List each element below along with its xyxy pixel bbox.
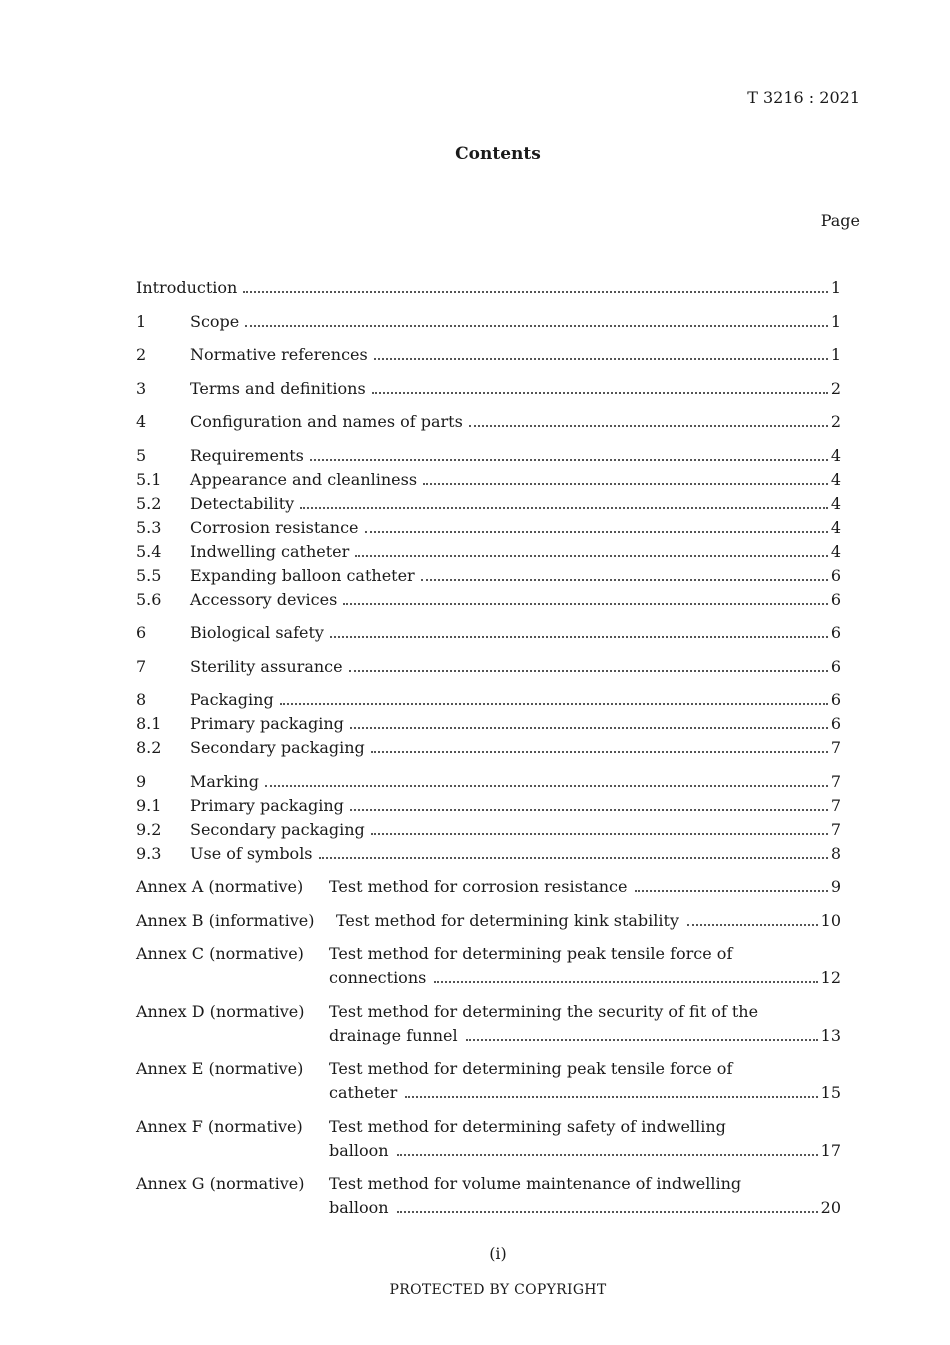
section-number: 5.5 — [136, 565, 162, 585]
page-number: 13 — [820, 1025, 841, 1045]
page-number: 6 — [830, 714, 841, 733]
annex-title-text: connections — [329, 968, 427, 987]
toc-entry[interactable] — [136, 310, 841, 334]
section-number: 4 — [136, 412, 147, 431]
toc-entry[interactable] — [136, 468, 841, 492]
copyright-notice: PROTECTED BY COPYRIGHT — [389, 1282, 607, 1298]
annex-title — [329, 1000, 841, 1048]
page-number: 6 — [830, 690, 841, 709]
toc-group — [136, 770, 841, 866]
dot-leader — [310, 459, 828, 461]
dot-leader — [343, 603, 828, 605]
section-number: 5.1 — [136, 469, 162, 489]
section-title: Requirements — [190, 445, 304, 465]
dot-leader — [397, 1154, 818, 1156]
section-number: 5 — [136, 445, 147, 465]
section-title: Biological safety — [190, 623, 324, 642]
toc-entry[interactable] — [136, 842, 841, 866]
dot-leader — [245, 325, 828, 327]
section-title: Secondary packaging — [190, 738, 365, 757]
dot-leader — [355, 555, 828, 557]
section-number: 2 — [136, 345, 147, 364]
section-title: Packaging — [190, 690, 274, 709]
annex-entry[interactable] — [136, 1115, 841, 1163]
document-id: T 3216 : 2021 — [747, 88, 860, 107]
toc-sections — [136, 276, 841, 866]
section-number: 1 — [136, 311, 147, 331]
section-title: Introduction — [136, 278, 238, 297]
section-number: 5.4 — [136, 541, 162, 561]
section-title: Primary packaging — [190, 714, 344, 733]
toc-entry[interactable] — [136, 343, 841, 367]
section-number: 8 — [136, 690, 147, 709]
page-number: 4 — [830, 517, 841, 537]
annex-title-last-line — [329, 1139, 841, 1163]
section-number: 8.1 — [136, 714, 162, 733]
page-number: 6 — [830, 656, 841, 676]
annex-title — [329, 875, 841, 899]
dot-leader — [469, 425, 828, 427]
page-number: 2 — [830, 378, 841, 398]
page-number: 7 — [830, 771, 841, 791]
annex-title-last-line — [329, 1024, 841, 1048]
annex-title-line: Test method for determining the security of fit of the — [329, 1001, 759, 1021]
annex-title — [329, 1057, 841, 1105]
toc-entry[interactable] — [136, 621, 841, 645]
page-number: 8 — [830, 843, 841, 863]
toc-entry[interactable] — [136, 444, 841, 468]
dot-leader — [371, 751, 828, 753]
toc-entry[interactable] — [136, 770, 841, 794]
toc-group — [136, 343, 841, 367]
toc-entry[interactable] — [136, 276, 841, 300]
dot-leader — [421, 579, 828, 581]
toc-entry[interactable] — [136, 655, 841, 679]
dot-leader — [371, 833, 828, 835]
toc-entry[interactable] — [136, 736, 841, 760]
annex-title-last-line — [329, 1196, 841, 1220]
toc-group — [136, 276, 841, 300]
toc-entry[interactable] — [136, 588, 841, 612]
toc-group — [136, 621, 841, 645]
annex-label: Annex F (normative) — [136, 1116, 303, 1136]
section-number: 8.2 — [136, 738, 162, 757]
dot-leader — [300, 507, 828, 509]
toc-group — [136, 688, 841, 760]
section-title: Scope — [190, 311, 240, 331]
annex-label: Annex C (normative) — [136, 944, 304, 963]
toc-group — [136, 655, 841, 679]
section-title: Appearance and cleanliness — [190, 469, 418, 489]
annex-entry[interactable] — [136, 1000, 841, 1048]
annex-title-last-line — [336, 909, 841, 933]
dot-leader — [330, 636, 828, 638]
page-number: 6 — [830, 565, 841, 585]
page-number: 1 — [830, 345, 841, 364]
dot-leader — [319, 857, 828, 859]
page-number: 9 — [830, 877, 841, 896]
annex-entry[interactable] — [136, 942, 841, 990]
toc-entry[interactable] — [136, 794, 841, 818]
section-title: Primary packaging — [190, 795, 344, 815]
section-number: 9.3 — [136, 843, 162, 863]
page-number: 12 — [820, 968, 841, 987]
section-title: Terms and definitions — [190, 378, 366, 398]
toc-entry[interactable] — [136, 564, 841, 588]
dot-leader — [397, 1211, 818, 1213]
annex-title-text: Test method for determining kink stability — [336, 910, 679, 930]
section-number: 5.3 — [136, 517, 162, 537]
toc-entry[interactable] — [136, 492, 841, 516]
toc-group — [136, 410, 841, 434]
table-of-contents — [136, 276, 841, 1230]
annex-title-text: Test method for corrosion resistance — [329, 877, 628, 896]
dot-leader — [350, 727, 828, 729]
toc-annexes — [136, 875, 841, 1220]
annex-entry[interactable] — [136, 1172, 841, 1220]
annex-title — [329, 1172, 841, 1220]
page-number: 1 — [830, 311, 841, 331]
dot-leader — [265, 785, 828, 787]
section-number: 5.2 — [136, 493, 162, 513]
annex-title-last-line — [329, 966, 841, 990]
page-number: 4 — [830, 493, 841, 513]
page-number: 6 — [830, 589, 841, 609]
page-number: 15 — [820, 1083, 841, 1102]
annex-label: Annex E (normative) — [136, 1059, 304, 1078]
section-title: Accessory devices — [190, 589, 338, 609]
toc-entry[interactable] — [136, 410, 841, 434]
toc-group — [136, 444, 841, 612]
footer-page-number: (i) — [489, 1244, 507, 1263]
annex-label: Annex A (normative) — [136, 877, 304, 896]
dot-leader — [350, 809, 828, 811]
toc-entry[interactable] — [136, 540, 841, 564]
page-number: 6 — [830, 623, 841, 642]
page-number: 20 — [820, 1198, 841, 1217]
section-title: Configuration and names of parts — [190, 412, 463, 431]
page-number: 7 — [830, 795, 841, 815]
annex-title-text: balloon — [329, 1198, 389, 1217]
annex-entry[interactable] — [136, 875, 841, 899]
dot-leader — [635, 890, 827, 892]
annex-entry[interactable] — [136, 909, 841, 933]
section-title: Corrosion resistance — [190, 517, 359, 537]
section-number: 3 — [136, 378, 147, 398]
annex-title — [329, 1115, 841, 1163]
annex-title-line: Test method for determining peak tensile force of — [329, 1059, 733, 1078]
page-column-heading: Page — [820, 211, 860, 230]
toc-entry[interactable] — [136, 712, 841, 736]
page-number: 7 — [830, 738, 841, 757]
toc-entry[interactable] — [136, 516, 841, 540]
annex-title-text: catheter — [329, 1083, 398, 1102]
page-number: 7 — [830, 819, 841, 839]
dot-leader — [280, 703, 828, 705]
annex-title-line: Test method for volume maintenance of indwelling — [329, 1174, 742, 1193]
toc-entry[interactable] — [136, 688, 841, 712]
annex-title — [336, 909, 841, 933]
dot-leader — [365, 531, 828, 533]
section-title: Indwelling catheter — [190, 541, 350, 561]
annex-title-text: drainage funnel — [329, 1025, 458, 1045]
annex-label: Annex D (normative) — [136, 1001, 305, 1021]
section-title: Secondary packaging — [190, 819, 365, 839]
section-title: Use of symbols — [190, 843, 313, 863]
page-number: 4 — [830, 541, 841, 561]
dot-leader — [374, 358, 828, 360]
toc-entry[interactable] — [136, 818, 841, 842]
page-number: 2 — [830, 412, 841, 431]
toc-group — [136, 310, 841, 334]
dot-leader — [423, 483, 828, 485]
annex-title — [329, 942, 841, 990]
annex-label: Annex B (informative) — [136, 910, 315, 930]
dot-leader — [349, 670, 828, 672]
annex-entry[interactable] — [136, 1057, 841, 1105]
section-number: 6 — [136, 623, 147, 642]
page-number: 17 — [820, 1140, 841, 1160]
section-title: Marking — [190, 771, 259, 791]
dot-leader — [243, 291, 827, 293]
section-number: 9.1 — [136, 795, 162, 815]
dot-leader — [405, 1096, 817, 1098]
section-title: Expanding balloon catheter — [190, 565, 415, 585]
section-title: Sterility assurance — [190, 656, 343, 676]
dot-leader — [687, 924, 818, 926]
section-title: Normative references — [190, 345, 368, 364]
page-number: 4 — [830, 469, 841, 489]
toc-entry[interactable] — [136, 377, 841, 401]
section-number: 5.6 — [136, 589, 162, 609]
annex-label: Annex G (normative) — [136, 1174, 305, 1193]
annex-title-last-line — [329, 1081, 841, 1105]
annex-title-line: Test method for determining peak tensile force of — [329, 944, 733, 963]
page-title: Contents — [455, 144, 541, 164]
section-number: 9 — [136, 771, 147, 791]
dot-leader — [434, 981, 817, 983]
annex-title-last-line — [329, 875, 841, 899]
dot-leader — [372, 392, 828, 394]
page-number: 10 — [820, 910, 841, 930]
section-number: 7 — [136, 656, 147, 676]
section-number: 9.2 — [136, 819, 162, 839]
page-number: 1 — [830, 278, 841, 297]
section-title: Detectability — [190, 493, 295, 513]
dot-leader — [466, 1039, 818, 1041]
annex-title-line: Test method for determining safety of indwelling — [329, 1116, 726, 1136]
toc-group — [136, 377, 841, 401]
page-number: 4 — [830, 445, 841, 465]
annex-title-text: balloon — [329, 1140, 389, 1160]
